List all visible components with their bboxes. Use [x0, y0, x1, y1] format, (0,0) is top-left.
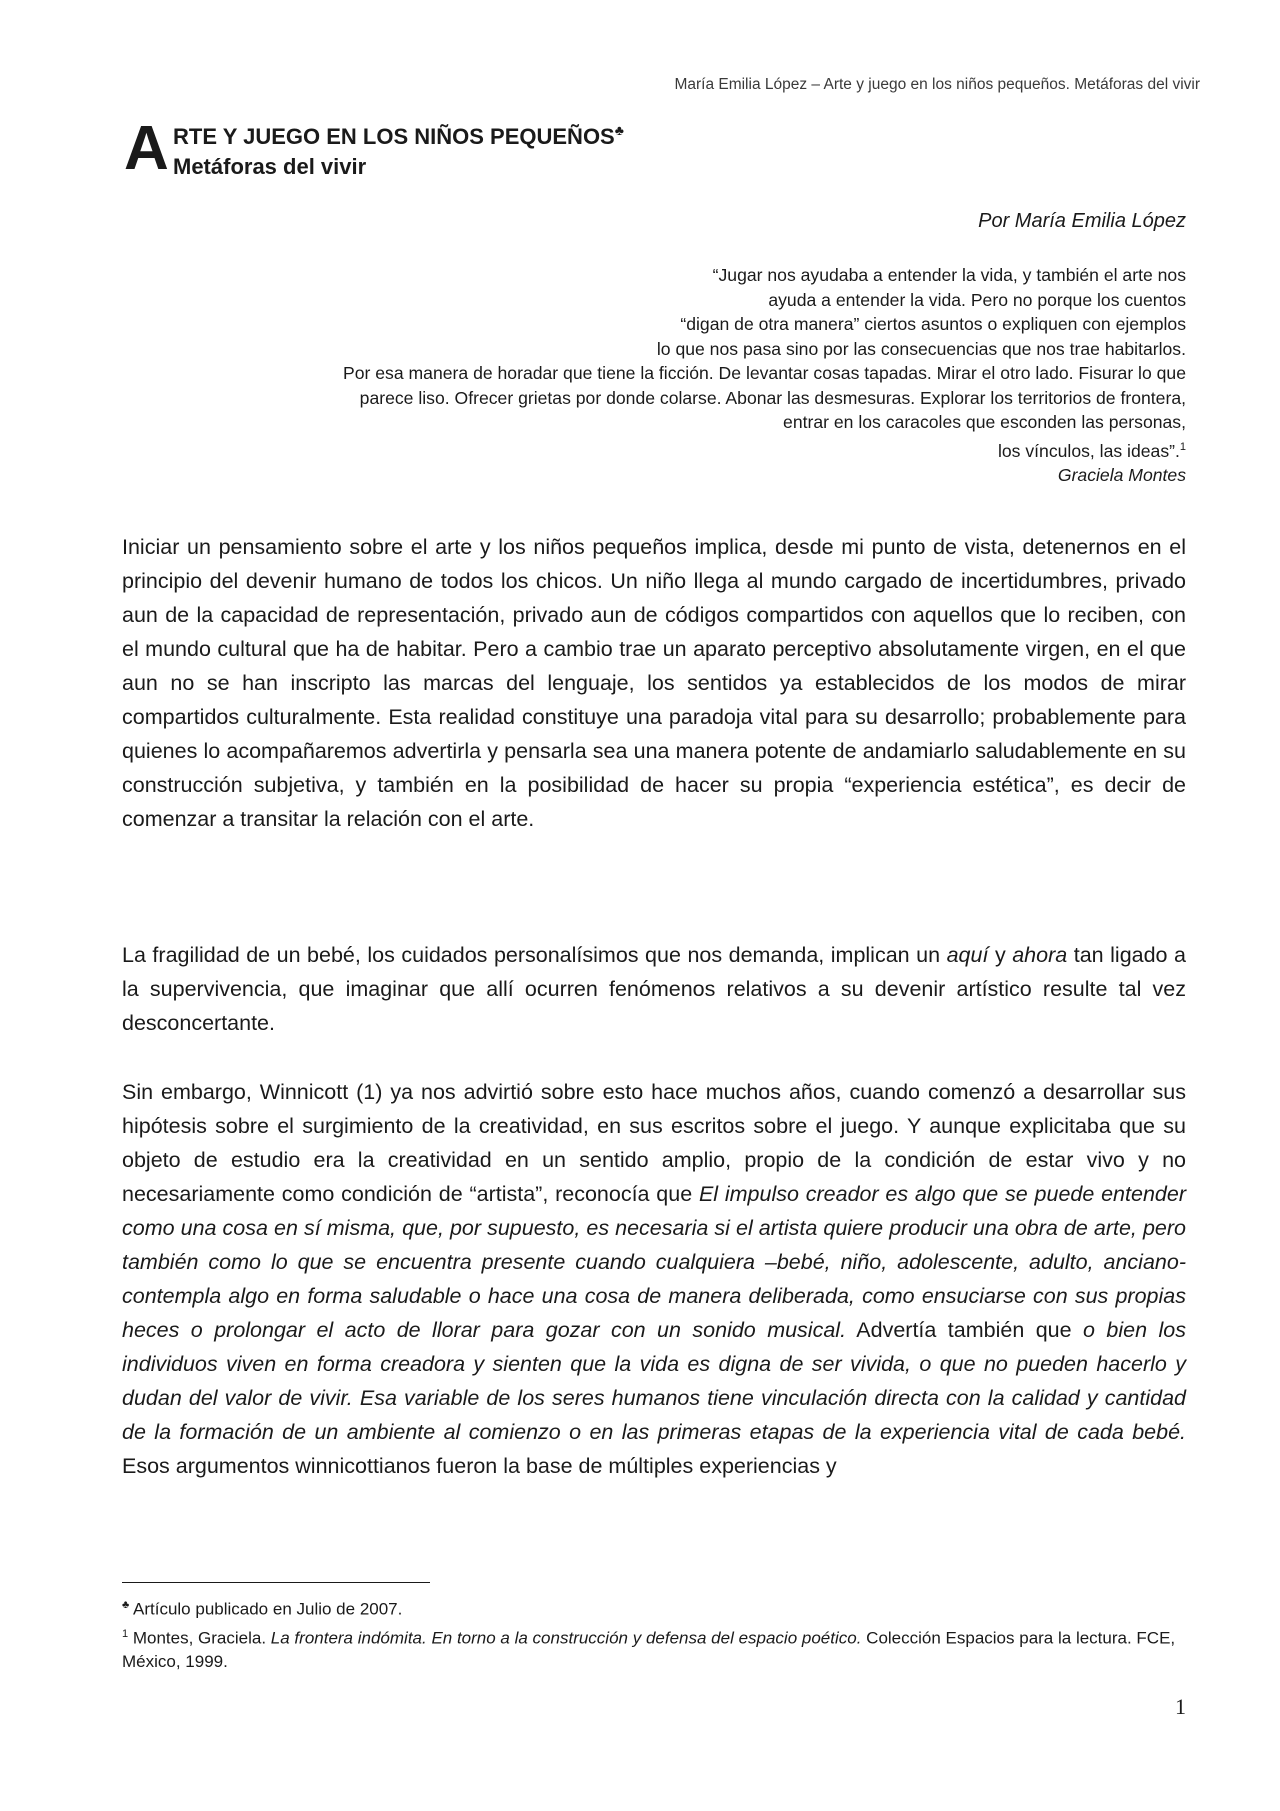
- epigraph-last-text: los vínculos, las ideas”.: [997, 440, 1180, 461]
- epigraph-line: “digan de otra manera” ciertos asuntos o expliquen con ejemplos: [680, 314, 1186, 334]
- winnicott-quote-1: El impulso creador es algo que se puede entender como una cosa en sí misma, que, por supuesto, es necesaria si el artista quiere producir una obra de arte, pero también como lo que se encuentra presente cuando cualquiera –bebé, niño, adolescente, adulto, anciano- contempla algo en forma saludable o hace una cosa de manera deliberada, como ensuciarse con sus propias heces o prolongar el acto de llorar para gozar con un sonido musical.: [122, 1182, 1186, 1342]
- club-mark: ♣: [122, 1599, 130, 1611]
- paragraph-text: y: [988, 943, 1013, 967]
- italic-text: aquí: [946, 943, 989, 967]
- italic-text: ahora: [1012, 943, 1068, 967]
- epigraph: [106, 263, 1186, 487]
- epigraph-line: entrar en los caracoles que esconden las personas,: [783, 412, 1186, 432]
- running-header: María Emilia López – Arte y juego en los niños pequeños. Metáforas del vivir: [674, 76, 1200, 93]
- footnotes: [122, 1593, 1186, 1674]
- footnote-text: Colección Espacios para la lectura. FCE, México, 1999.: [122, 1628, 1176, 1672]
- footnote-divider: [122, 1582, 430, 1583]
- epigraph-line: parece liso. Ofrecer grietas por donde colarse. Abonar las desmesuras. Explorar los territorios de frontera,: [359, 387, 1186, 408]
- title-main-text: RTE Y JUEGO EN LOS NIÑOS PEQUEÑOS: [173, 124, 615, 149]
- paragraph-text: tan ligado a la supervivencia, que imaginar que allí ocurren fenómenos relativos a su devenir artístico resulte tal vez desconcertante.: [122, 943, 1186, 1035]
- club-footnote-mark: ♣: [614, 122, 624, 138]
- footnote-number: 1: [122, 1627, 129, 1640]
- title-subtitle: Metáforas del vivir: [173, 154, 367, 179]
- footnote-text: Artículo publicado en Julio de 2007.: [129, 1599, 403, 1619]
- footnote-club: [122, 1593, 1186, 1622]
- title-main: [173, 124, 624, 150]
- footnote-text: Montes, Graciela.: [128, 1628, 271, 1648]
- title-drop-cap: A: [124, 114, 169, 183]
- byline: Por María Emilia López: [978, 210, 1186, 232]
- paragraph-text: La fragilidad de un bebé, los cuidados personalísimos que nos demanda, implican un: [122, 943, 947, 967]
- footnote-book-title: La frontera indómita. En torno a la construcción y defensa del espacio poético.: [270, 1628, 862, 1648]
- epigraph-last-line: [106, 435, 1186, 463]
- epigraph-line: Por esa manera de horadar que tiene la ficción. De levantar cosas tapadas. Mirar el otro lado. Fisurar lo que: [343, 363, 1186, 383]
- epigraph-author: Graciela Montes: [1057, 464, 1186, 485]
- paragraph-text: Esos argumentos winnicottianos fueron la base de múltiples experiencias y: [122, 1454, 837, 1478]
- paragraph-text: Sin embargo, Winnicott (1) ya nos advirtió sobre esto hace muchos años, cuando comenzó a desarrollar sus hipótesis sobre el surgimiento de la creatividad, en sus escritos sobre el juego. Y aunque explicitaba que su objeto de estudio era la creatividad en un sentido amplio, propio de la condición de estar vivo y no necesariamente como condición de “artista”, reconocía que: [122, 1080, 1186, 1206]
- epigraph-line: “Jugar nos ayudaba a entender la vida, y también el arte nos: [712, 265, 1186, 285]
- body-paragraph-3: [122, 1075, 1186, 1483]
- winnicott-quote-2: o bien los individuos viven en forma creadora y sienten que la vida es digna de ser vivida, o que no pueden hacerlo y dudan del valor de vivir. Esa variable de los seres humanos tiene vinculación directa con la calidad y cantidad de la formación de un ambiente al comienzo o en las primeras etapas de la experiencia vital de cada bebé.: [122, 1318, 1186, 1444]
- footnote-ref-1: 1: [1179, 440, 1186, 453]
- page-number: 1: [1175, 1694, 1186, 1719]
- epigraph-line: ayuda a entender la vida. Pero no porque los cuentos: [768, 289, 1186, 310]
- paragraph-text: Advertía también que: [846, 1318, 1084, 1342]
- body-paragraph-2: [122, 938, 1186, 1040]
- body-paragraph-1: Iniciar un pensamiento sobre el arte y los niños pequeños implica, desde mi punto de vista, detenernos en el principio del devenir humano de todos los chicos. Un niño llega al mundo cargado de incertidumbres, privado aun de la capacidad de representación, privado aun de códigos compartidos con aquellos que lo reciben, con el mundo cultural que ha de habitar. Pero a cambio trae un aparato perceptivo absolutamente virgen, en el que aun no se han inscripto las marcas del lenguaje, los sentidos ya establecidos de los modos de mirar compartidos culturalmente. Esta realidad constituye una paradoja vital para su desarrollo; probablemente para quienes lo acompañaremos advertirla y pensarla sea una manera potente de andamiarlo saludablemente en su construcción subjetiva, y también en la posibilidad de hacer su propia “experiencia estética”, es decir de comenzar a transitar la relación con el arte.: [122, 535, 1186, 831]
- footnote-1: [122, 1622, 1186, 1675]
- epigraph-line: lo que nos pasa sino por las consecuencias que nos trae habitarlos.: [656, 338, 1186, 359]
